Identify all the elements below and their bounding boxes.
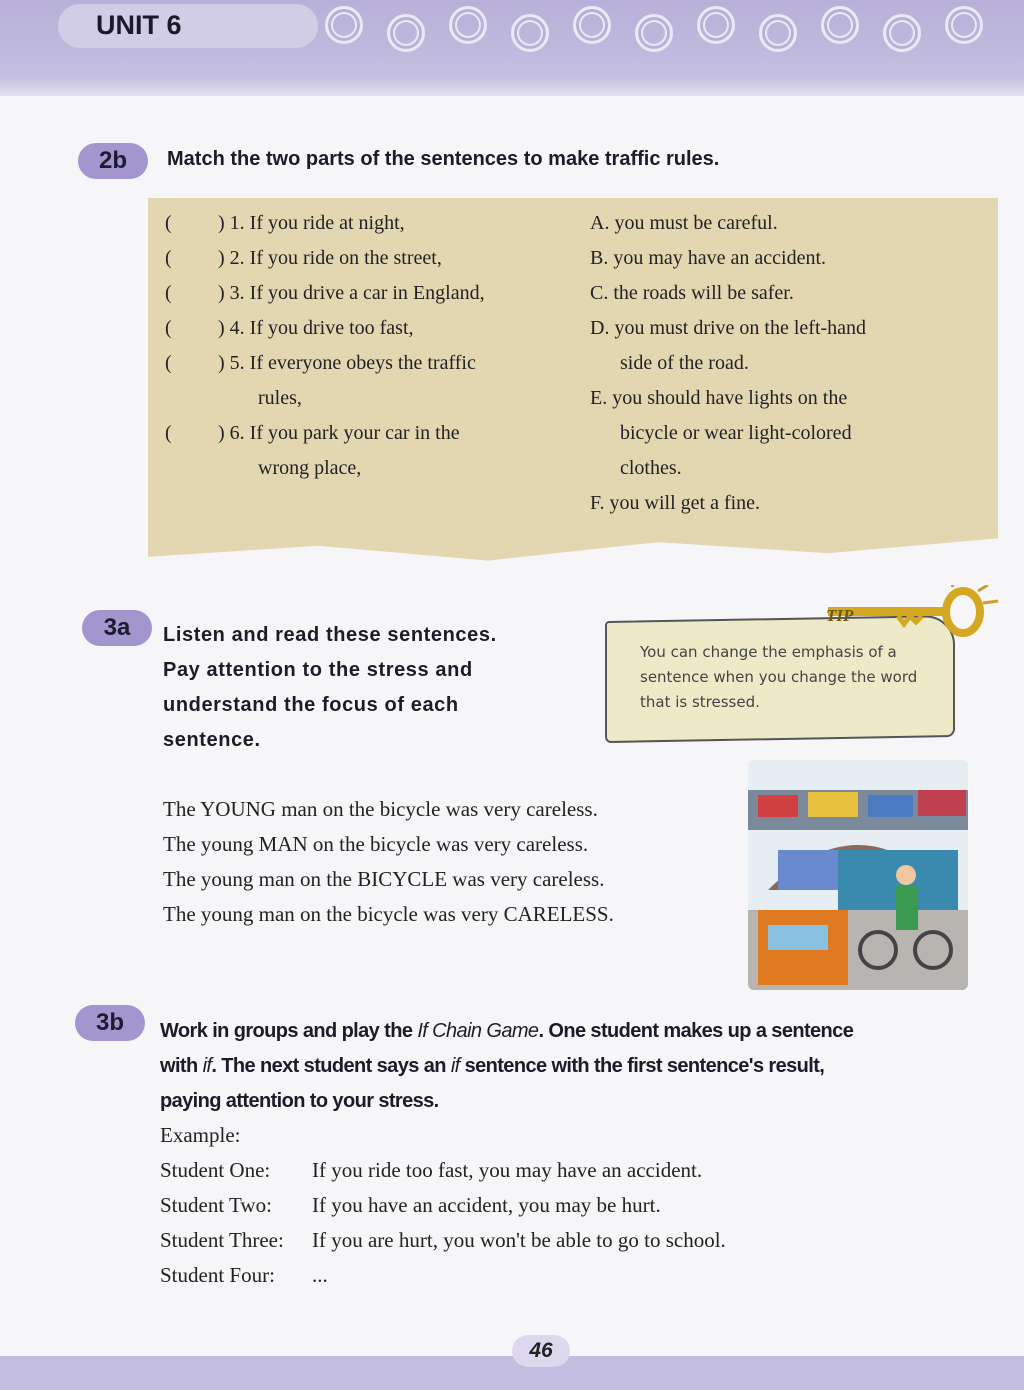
exercise-3b-instructions [160, 1014, 853, 1119]
ring-decoration [387, 14, 425, 52]
paren-blank[interactable]: ( [165, 422, 172, 444]
dialog-line: If you have an accident, you may be hurt. [312, 1193, 661, 1217]
instruction-line: sentence. [163, 729, 261, 751]
speaker: Student Two: [160, 1193, 272, 1217]
traffic-illustration [748, 760, 968, 990]
dialog-row [160, 1153, 726, 1188]
ring-decoration [883, 14, 921, 52]
ring-decoration [759, 14, 797, 52]
game-name: If Chain Game [417, 1020, 539, 1042]
exercise-badge-3a: 3a [82, 610, 152, 646]
sentence-ending: C. the roads will be safer. [590, 282, 794, 304]
example-dialog [160, 1118, 726, 1293]
exercise-2b-title: Match the two parts of the sentences to make traffic rules. [167, 148, 720, 170]
speaker: Student One: [160, 1158, 271, 1182]
paren-blank[interactable]: ( [165, 282, 172, 304]
sentence-beginning: ) 3. If you drive a car in England, [218, 282, 485, 304]
instruction-line: understand the focus of each [163, 694, 459, 716]
sentence-ending: clothes. [620, 457, 682, 479]
speaker: Student Three: [160, 1228, 284, 1252]
ring-decoration [821, 6, 859, 44]
ring-decoration [945, 6, 983, 44]
sentence-beginning: wrong place, [258, 457, 362, 479]
stress-sentence: The young man on the BICYCLE was very careless. [163, 867, 605, 891]
instruction-text: with [160, 1055, 203, 1077]
page-number: 46 [512, 1335, 570, 1367]
sentence-beginning: ) 1. If you ride at night, [218, 212, 405, 234]
key-icon [828, 585, 1003, 645]
sentence-ending: D. you must drive on the left-hand [590, 317, 867, 339]
sentence-beginning: rules, [258, 387, 302, 409]
instruction-text: paying attention to your stress. [160, 1090, 439, 1112]
example-label: Example: [160, 1123, 241, 1147]
stress-sentence: The young man on the bicycle was very CARELESS. [163, 902, 614, 926]
sentence-beginning: ) 6. If you park your car in the [218, 422, 460, 444]
sentence-ending: A. you must be careful. [590, 212, 778, 234]
sentence-ending: bicycle or wear light-colored [620, 422, 852, 444]
paren-blank[interactable]: ( [165, 212, 172, 234]
instruction-text: . The next student says an [211, 1055, 451, 1077]
exercise-3a-instructions [163, 618, 497, 758]
exercise-badge-2b: 2b [78, 143, 148, 179]
paren-blank[interactable]: ( [165, 352, 172, 374]
dialog-line: If you are hurt, you won't be able to go to school. [312, 1228, 726, 1252]
instruction-line: Pay attention to the stress and [163, 659, 473, 681]
stress-sentence: The young MAN on the bicycle was very careless. [163, 832, 589, 856]
tip-label: TIP [826, 606, 854, 625]
unit-title: UNIT 6 [58, 4, 318, 48]
instruction-text: sentence with the first sentence's result, [459, 1055, 825, 1077]
paren-blank[interactable]: ( [165, 317, 172, 339]
dialog-row [160, 1223, 726, 1258]
footer-band [0, 1356, 1024, 1390]
ring-decoration [449, 6, 487, 44]
tip-text: You can change the emphasis of a sentence when you change the word that is stressed. [640, 643, 918, 711]
dialog-line: If you ride too fast, you may have an accident. [312, 1158, 703, 1182]
if-word: if [202, 1055, 212, 1077]
sentence-ending: B. you may have an accident. [590, 247, 827, 269]
sentence-beginning: ) 2. If you ride on the street, [218, 247, 442, 269]
if-word: if [450, 1055, 460, 1077]
ring-decoration [325, 6, 363, 44]
instruction-line: Listen and read these sentences. [163, 624, 497, 646]
sentence-ending: side of the road. [620, 352, 749, 374]
dialog-row [160, 1188, 726, 1223]
stress-sentences [163, 792, 614, 932]
ring-decoration [511, 14, 549, 52]
sentence-beginning: ) 4. If you drive too fast, [218, 317, 414, 339]
ring-decoration [697, 6, 735, 44]
instruction-text: . One student makes up a sentence [538, 1020, 854, 1042]
sentence-beginning: ) 5. If everyone obeys the traffic [218, 352, 476, 374]
sentence-ending: E. you should have lights on the [590, 387, 848, 409]
ring-decoration [635, 14, 673, 52]
unit-header-band [0, 0, 1024, 96]
speaker: Student Four: [160, 1263, 275, 1287]
paren-blank[interactable]: ( [165, 247, 172, 269]
dialog-line: ... [312, 1263, 328, 1287]
exercise-badge-3b: 3b [75, 1005, 145, 1041]
stress-sentence: The YOUNG man on the bicycle was very careless. [163, 797, 598, 821]
dialog-row [160, 1258, 726, 1293]
instruction-text: Work in groups and play the [160, 1020, 418, 1042]
ring-decoration [573, 6, 611, 44]
sentence-ending: F. you will get a fine. [590, 492, 761, 514]
